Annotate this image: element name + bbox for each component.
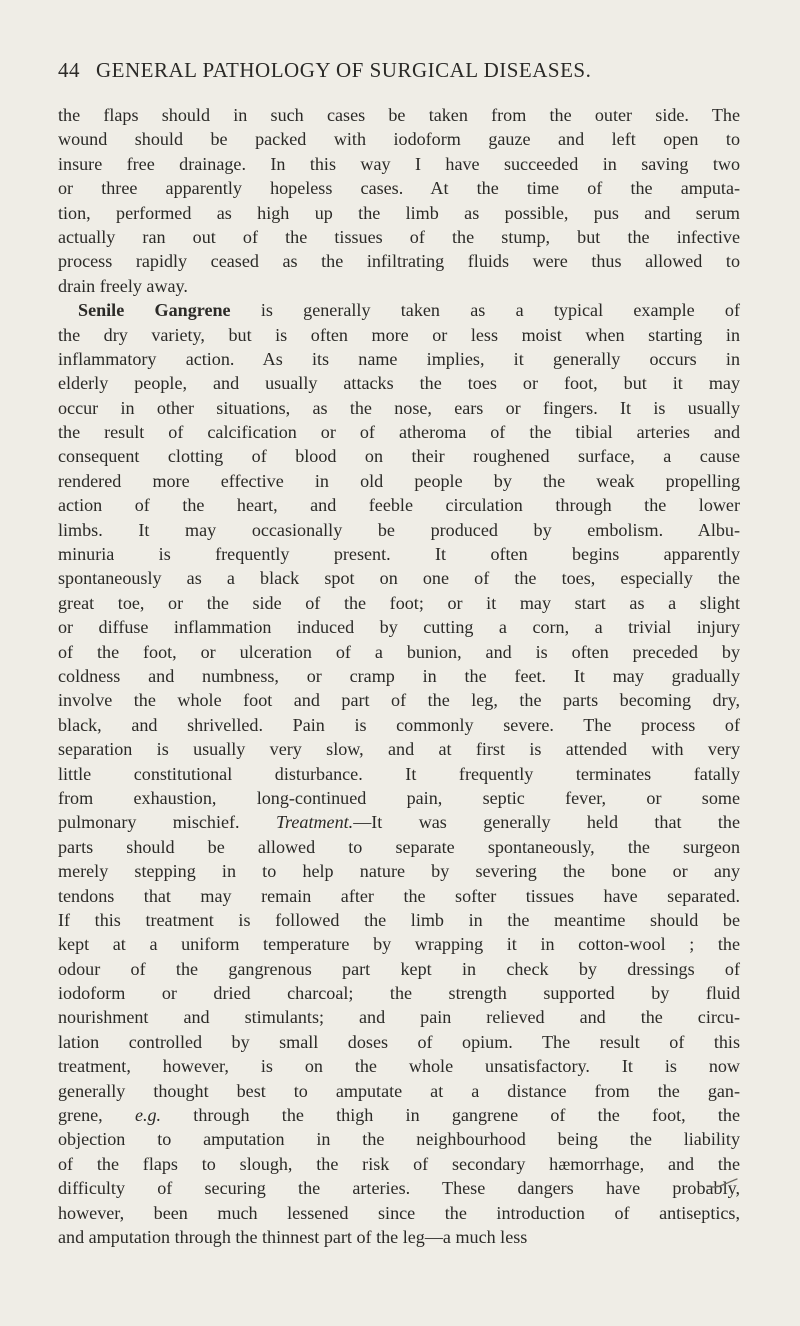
text-line <box>58 1103 740 1127</box>
page-number: 44 <box>58 58 80 82</box>
text-line: generally thought best to amputate at a distance from the gan- <box>58 1080 740 1101</box>
running-head-title: GENERAL PATHOLOGY OF SURGICAL DISEASES. <box>96 58 592 82</box>
text-line <box>58 298 740 322</box>
text-line: inflammatory action. As its name implies, it generally occurs in <box>58 348 740 369</box>
text-line: difficulty of securing the arteries. These dangers have probably, <box>58 1178 740 1199</box>
text-line: lation controlled by small doses of opium. The result of this <box>58 1031 740 1052</box>
pencil-mark-icon <box>705 1176 739 1190</box>
text-line: treatment, however, is on the whole unsatisfactory. It is now <box>58 1056 740 1077</box>
text-line: separation is usually very slow, and at first is attended with very <box>58 739 740 760</box>
text-line: or diffuse inflammation induced by cutting a corn, a trivial injury <box>58 617 740 638</box>
body-text <box>58 103 740 1249</box>
text-line: action of the heart, and feeble circulation through the lower <box>58 495 740 516</box>
text-line: black, and shrivelled. Pain is commonly severe. The process of <box>58 714 740 735</box>
text-line: of the foot, or ulceration of a bunion, and is often preceded by <box>58 641 740 662</box>
text-line: tendons that may remain after the softer tissues have separated. <box>58 885 740 906</box>
text-line: If this treatment is followed the limb in the meantime should be <box>58 909 740 930</box>
text-line: the dry variety, but is often more or less moist when starting in <box>58 324 740 345</box>
text-line: iodoform or dried charcoal; the strength supported by fluid <box>58 983 740 1004</box>
text-line: occur in other situations, as the nose, ears or fingers. It is usually <box>58 397 740 418</box>
text-line: however, been much lessened since the introduction of antiseptics, <box>58 1202 740 1223</box>
text-line: from exhaustion, long-continued pain, septic fever, or some <box>58 787 740 808</box>
text-span: through the thigh in gangrene of the foot, the <box>161 1105 740 1126</box>
text-line: limbs. It may occasionally be produced by embolism. Albu- <box>58 519 740 540</box>
text-line: kept at a uniform temperature by wrapping it in cotton-wool ; the <box>58 934 740 955</box>
text-line: spontaneously as a black spot on one of the toes, especially the <box>58 568 740 589</box>
text-line: coldness and numbness, or cramp in the feet. It may gradually <box>58 665 740 686</box>
text-line: the result of calcification or of atheroma of the tibial arteries and <box>58 422 740 443</box>
text-line: nourishment and stimulants; and pain relieved and the circu- <box>58 1007 740 1028</box>
text-line <box>58 810 740 834</box>
italic-abbreviation: e.g. <box>134 1105 162 1126</box>
text-line: actually ran out of the tissues of the stump, but the infective <box>58 226 740 247</box>
text-span: grene, <box>58 1105 135 1126</box>
text-line: parts should be allowed to separate spontaneously, the surgeon <box>58 836 740 857</box>
text-line: involve the whole foot and part of the leg, the parts becoming dry, <box>58 690 740 711</box>
text-span: —It was generally held that the <box>353 812 740 833</box>
text-line: merely stepping in to help nature by severing the bone or any <box>58 861 740 882</box>
text-line: objection to amputation in the neighbourhood being the liability <box>58 1129 740 1150</box>
text-line: great toe, or the side of the foot; or it may start as a slight <box>58 592 740 613</box>
section-heading-treatment: Treatment. <box>275 812 354 833</box>
text-line: process rapidly ceased as the infiltrating fluids were thus allowed to <box>58 251 740 272</box>
text-line: insure free drainage. In this way I have succeeded in saving two <box>58 153 740 174</box>
text-line: drain freely away. <box>58 275 188 296</box>
section-heading-senile-gangrene: Senile Gangrene <box>78 300 231 321</box>
text-span: is generally taken as a typical example of <box>230 300 741 321</box>
text-line: and amputation through the thinnest part of the leg—a much less <box>58 1226 528 1247</box>
text-line: consequent clotting of blood on their roughened surface, a cause <box>58 446 740 467</box>
text-line: rendered more effective in old people by the weak propelling <box>58 470 740 491</box>
text-line: tion, performed as high up the limb as possible, pus and serum <box>58 202 740 223</box>
text-line: little constitutional disturbance. It frequently terminates fatally <box>58 763 740 784</box>
text-span: pulmonary mischief. <box>58 812 276 833</box>
text-line: the flaps should in such cases be taken from the outer side. The <box>58 105 740 125</box>
text-line: odour of the gangrenous part kept in check by dressings of <box>58 958 740 979</box>
text-line: elderly people, and usually attacks the toes or foot, but it may <box>58 373 740 394</box>
text-line: of the flaps to slough, the risk of secondary hæmorrhage, and the <box>58 1153 740 1174</box>
text-line: minuria is frequently present. It often begins apparently <box>58 544 740 565</box>
running-head <box>58 58 748 88</box>
text-line: or three apparently hopeless cases. At the time of the amputa- <box>58 178 740 199</box>
text-line: wound should be packed with iodoform gauze and left open to <box>58 129 740 150</box>
